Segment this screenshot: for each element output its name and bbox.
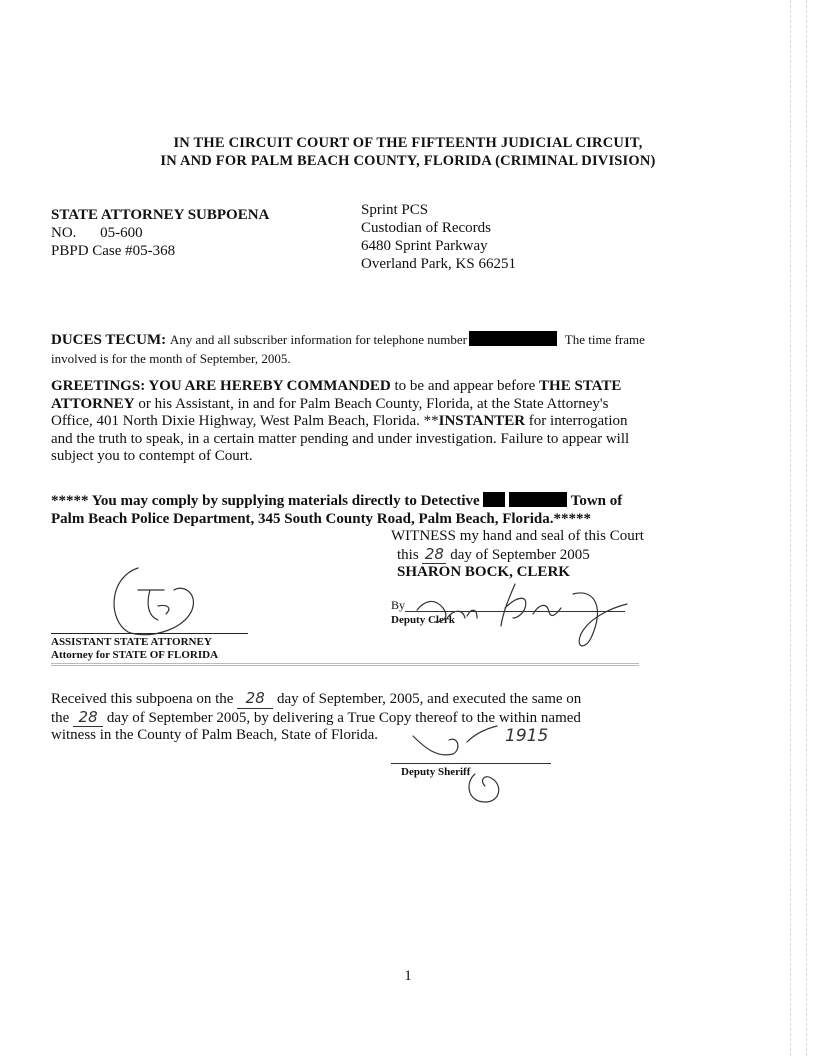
case-number: PBPD Case #05-368 [51, 243, 176, 259]
recipient-line: Sprint PCS [361, 202, 429, 218]
return-text: day of September, 2005, and executed the same on [276, 691, 582, 707]
recipient-line: 6480 Sprint Parkway [361, 238, 488, 254]
clerk-by-label: By [391, 598, 406, 612]
redaction-bar [509, 492, 567, 507]
badge-number-handwritten: 1915 [505, 726, 549, 746]
duces-tecum-label: DUCES TECUM: [51, 332, 167, 348]
greetings-text: Office, 401 North Dixie Highway, West Palm Beach, Florida. ** [51, 413, 439, 429]
duces-tecum-text: The time frame [564, 332, 645, 347]
return-text: witness in the County of Palm Beach, State of Florida. [51, 727, 379, 743]
comply-text: Town of [570, 493, 623, 509]
comply-text: Palm Beach Police Department, 345 South County Road, Palm Beach, Florida.***** [51, 510, 591, 527]
greetings-text: for interrogation [528, 413, 628, 429]
return-text: Received this subpoena on the [51, 691, 234, 707]
greetings-text: or his Assistant, in and for Palm Beach County, Florida, at the State Attorney's [138, 395, 609, 412]
witness-text: WITNESS my hand and seal of this Court [391, 528, 644, 544]
return-of-service [51, 690, 691, 745]
recipient-line: Custodian of Records [361, 220, 491, 236]
duces-tecum-paragraph [51, 331, 691, 367]
return-text: the [51, 709, 70, 726]
court-caption-line1: IN THE CIRCUIT COURT OF THE FIFTEENTH JUDICIAL CIRCUIT, [173, 135, 643, 151]
greetings-attorney: ATTORNEY [51, 395, 135, 412]
clerk-signature [405, 578, 640, 656]
recipient-line: Overland Park, KS 66251 [361, 256, 516, 272]
witness-text: day of September 2005 [450, 546, 590, 563]
duces-tecum-line2: involved is for the month of September, 2005. [51, 350, 291, 366]
page-number: 1 [404, 968, 412, 984]
witness-this: this [397, 546, 419, 563]
deputy-clerk-label: Deputy Clerk [391, 614, 455, 626]
recipient-address [361, 201, 621, 273]
greetings-lead: GREETINGS: YOU ARE HEREBY COMMANDED [51, 378, 391, 394]
attorney-signature-line [51, 633, 248, 634]
court-caption-line2: IN AND FOR PALM BEACH COUNTY, FLORIDA (CRIMINAL DIVISION) [160, 153, 656, 169]
greetings-text: to be and appear before [394, 378, 536, 394]
witness-block [391, 528, 691, 582]
executed-day-handwritten: 28 [73, 709, 103, 728]
attorney-title: ASSISTANT STATE ATTORNEY [51, 636, 212, 648]
greetings-state: THE STATE [539, 378, 622, 394]
attorney-for: Attorney for STATE OF FLORIDA [51, 649, 219, 661]
greetings-text: subject you to contempt of Court. [51, 448, 253, 464]
subpoena-heading [51, 206, 351, 260]
greetings-instanter: INSTANTER [438, 413, 526, 429]
witness-day-handwritten: 28 [422, 546, 446, 565]
greetings-text: and the truth to speak, in a certain matter pending and under investigation. Failure to appear will [51, 430, 630, 447]
comply-text: ***** You may comply by supplying materials directly to Detective [51, 493, 480, 509]
clerk-name: SHARON BOCK, CLERK [397, 564, 570, 580]
greetings-paragraph [51, 378, 691, 466]
subpoena-number-value: 05-600 [100, 225, 143, 241]
attorney-signature [98, 560, 208, 640]
duces-tecum-text: Any and all subscriber information for telephone number [169, 332, 468, 347]
subpoena-number [51, 224, 351, 242]
comply-paragraph [51, 492, 691, 528]
attorney-block [51, 636, 218, 662]
received-day-handwritten: 28 [237, 690, 273, 709]
sheriff-signature-line [391, 763, 551, 764]
redaction-bar [469, 331, 557, 346]
return-text: day of September 2005, by delivering a True Copy thereof to the within named [106, 709, 581, 726]
redaction-bar [483, 492, 505, 507]
subpoena-number-label: NO. [51, 225, 77, 241]
deputy-sheriff-label: Deputy Sheriff [401, 766, 471, 778]
section-divider [51, 663, 639, 666]
subpoena-title: STATE ATTORNEY SUBPOENA [51, 207, 270, 223]
